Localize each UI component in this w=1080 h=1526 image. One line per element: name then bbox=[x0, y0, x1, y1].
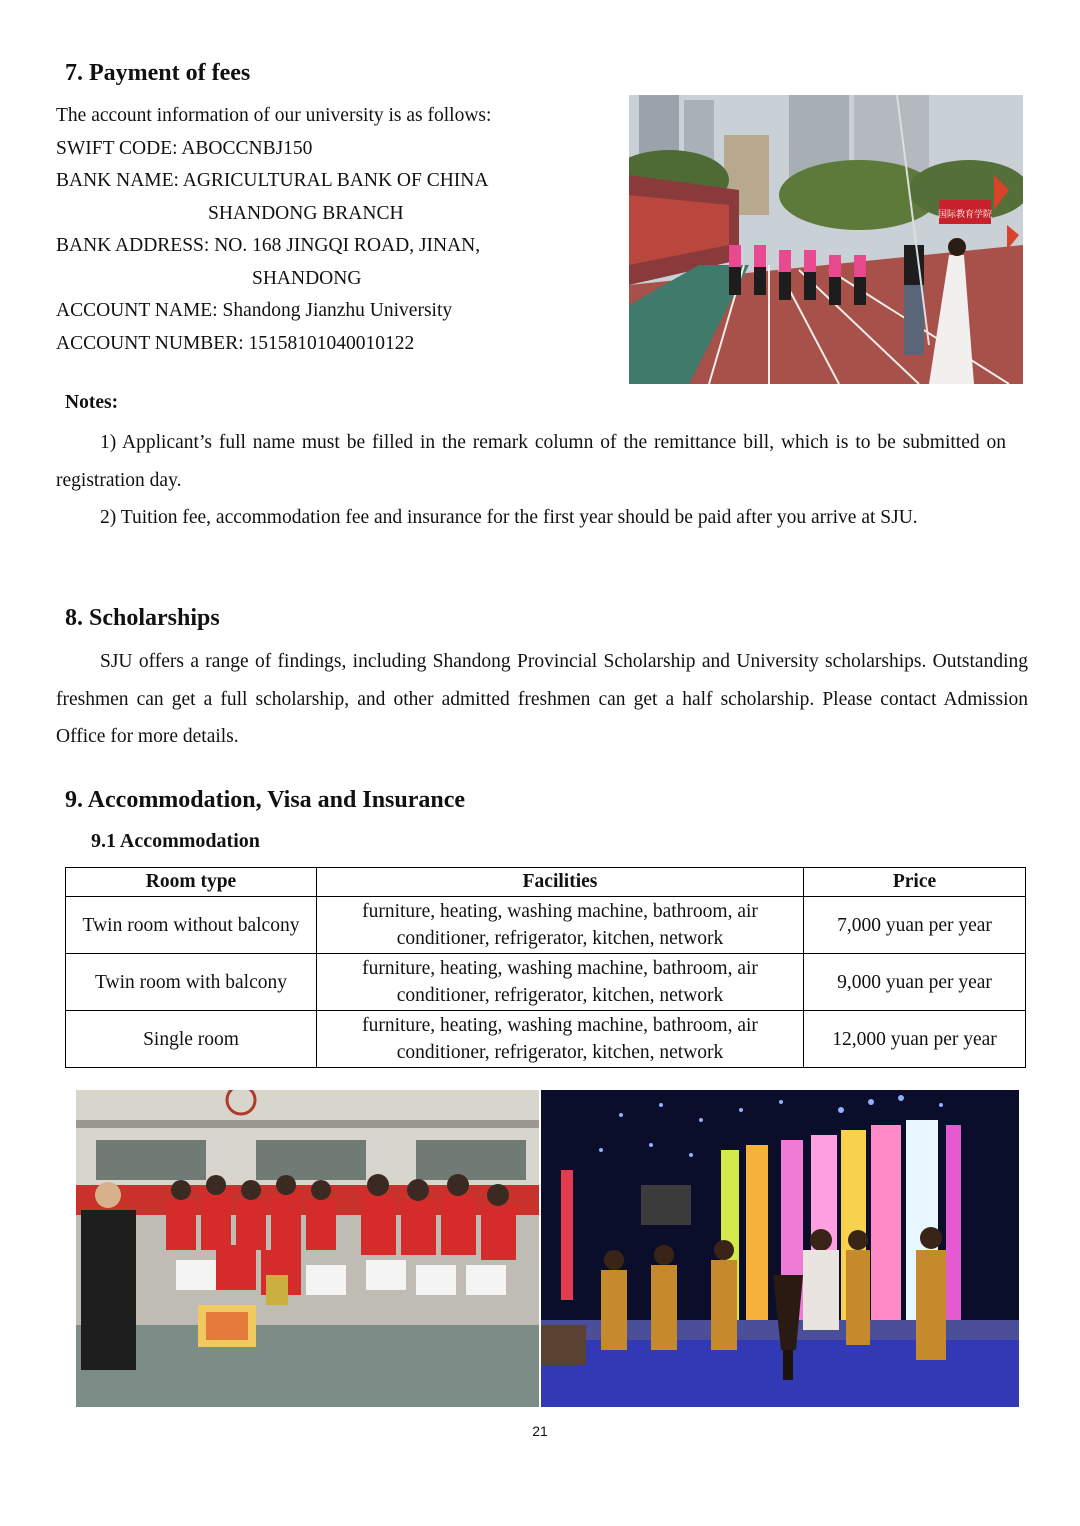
subheading-accommodation: 9.1 Accommodation bbox=[91, 830, 260, 852]
note-item-2: 2) Tuition fee, accommodation fee and insurance for the first year should be paid after you arrive at SJU. bbox=[100, 507, 918, 528]
stage-performance-photo bbox=[541, 1090, 1019, 1407]
bank-name-line-cont: SHANDONG BRANCH bbox=[208, 202, 404, 224]
room-type-cell: Twin room with balcony bbox=[66, 954, 317, 1011]
parade-photo bbox=[629, 95, 1023, 384]
facilities-cell: furniture, heating, washing machine, bathroom, air conditioner, refrigerator, kitchen, network bbox=[317, 1011, 804, 1068]
payment-intro: The account information of our university is as follows: bbox=[56, 105, 492, 126]
section-heading-payment: 7. Payment of fees bbox=[65, 60, 251, 86]
bank-name-line: BANK NAME: AGRICULTURAL BANK OF CHINA bbox=[56, 170, 489, 191]
price-cell: 12,000 yuan per year bbox=[804, 1011, 1026, 1068]
page-number: 21 bbox=[532, 1423, 548, 1439]
facilities-cell: furniture, heating, washing machine, bathroom, air conditioner, refrigerator, kitchen, network bbox=[317, 954, 804, 1011]
parade-sign-text: 国际教育学院 bbox=[937, 210, 993, 220]
payment-account-info bbox=[56, 100, 491, 360]
note-item-1: 1) Applicant’s full name must be filled in the remark column of the remittance bill, which is to be submitted on registration day. bbox=[56, 432, 1006, 491]
facilities-cell: furniture, heating, washing machine, bathroom, air conditioner, refrigerator, kitchen, network bbox=[317, 897, 804, 954]
header-price: Price bbox=[804, 868, 1026, 897]
table-row bbox=[66, 897, 1026, 954]
price-cell: 7,000 yuan per year bbox=[804, 897, 1026, 954]
bank-address-line: BANK ADDRESS: NO. 168 JINGQI ROAD, JINAN, bbox=[56, 235, 481, 256]
account-number-line: ACCOUNT NUMBER: 15158101040010122 bbox=[56, 332, 415, 354]
section-heading-scholarships: 8. Scholarships bbox=[65, 605, 220, 631]
swift-code-line: SWIFT CODE: ABOCCNBJ150 bbox=[56, 137, 313, 159]
bank-address-line-cont: SHANDONG bbox=[252, 267, 362, 289]
section-heading-accommodation: 9. Accommodation, Visa and Insurance bbox=[65, 787, 466, 813]
price-cell: 9,000 yuan per year bbox=[804, 954, 1026, 1011]
table-header-row bbox=[66, 868, 1026, 897]
header-facilities: Facilities bbox=[317, 868, 804, 897]
table-row bbox=[66, 1011, 1026, 1068]
scholarships-text: SJU offers a range of findings, including Shandong Provincial Scholarship and University scholarships. Outstanding freshmen can get a full scholarship, and other admitted freshmen can get a half scholarship. Please contact Admission Office for more details. bbox=[56, 651, 1028, 747]
account-name-line: ACCOUNT NAME: Shandong Jianzhu University bbox=[56, 300, 453, 321]
accommodation-table bbox=[65, 867, 1026, 1068]
room-type-cell: Single room bbox=[66, 1011, 317, 1068]
table-row bbox=[66, 954, 1026, 1011]
notes-label: Notes: bbox=[65, 392, 119, 413]
football-team-photo bbox=[76, 1090, 539, 1407]
header-room-type: Room type bbox=[66, 868, 317, 897]
room-type-cell: Twin room without balcony bbox=[66, 897, 317, 954]
